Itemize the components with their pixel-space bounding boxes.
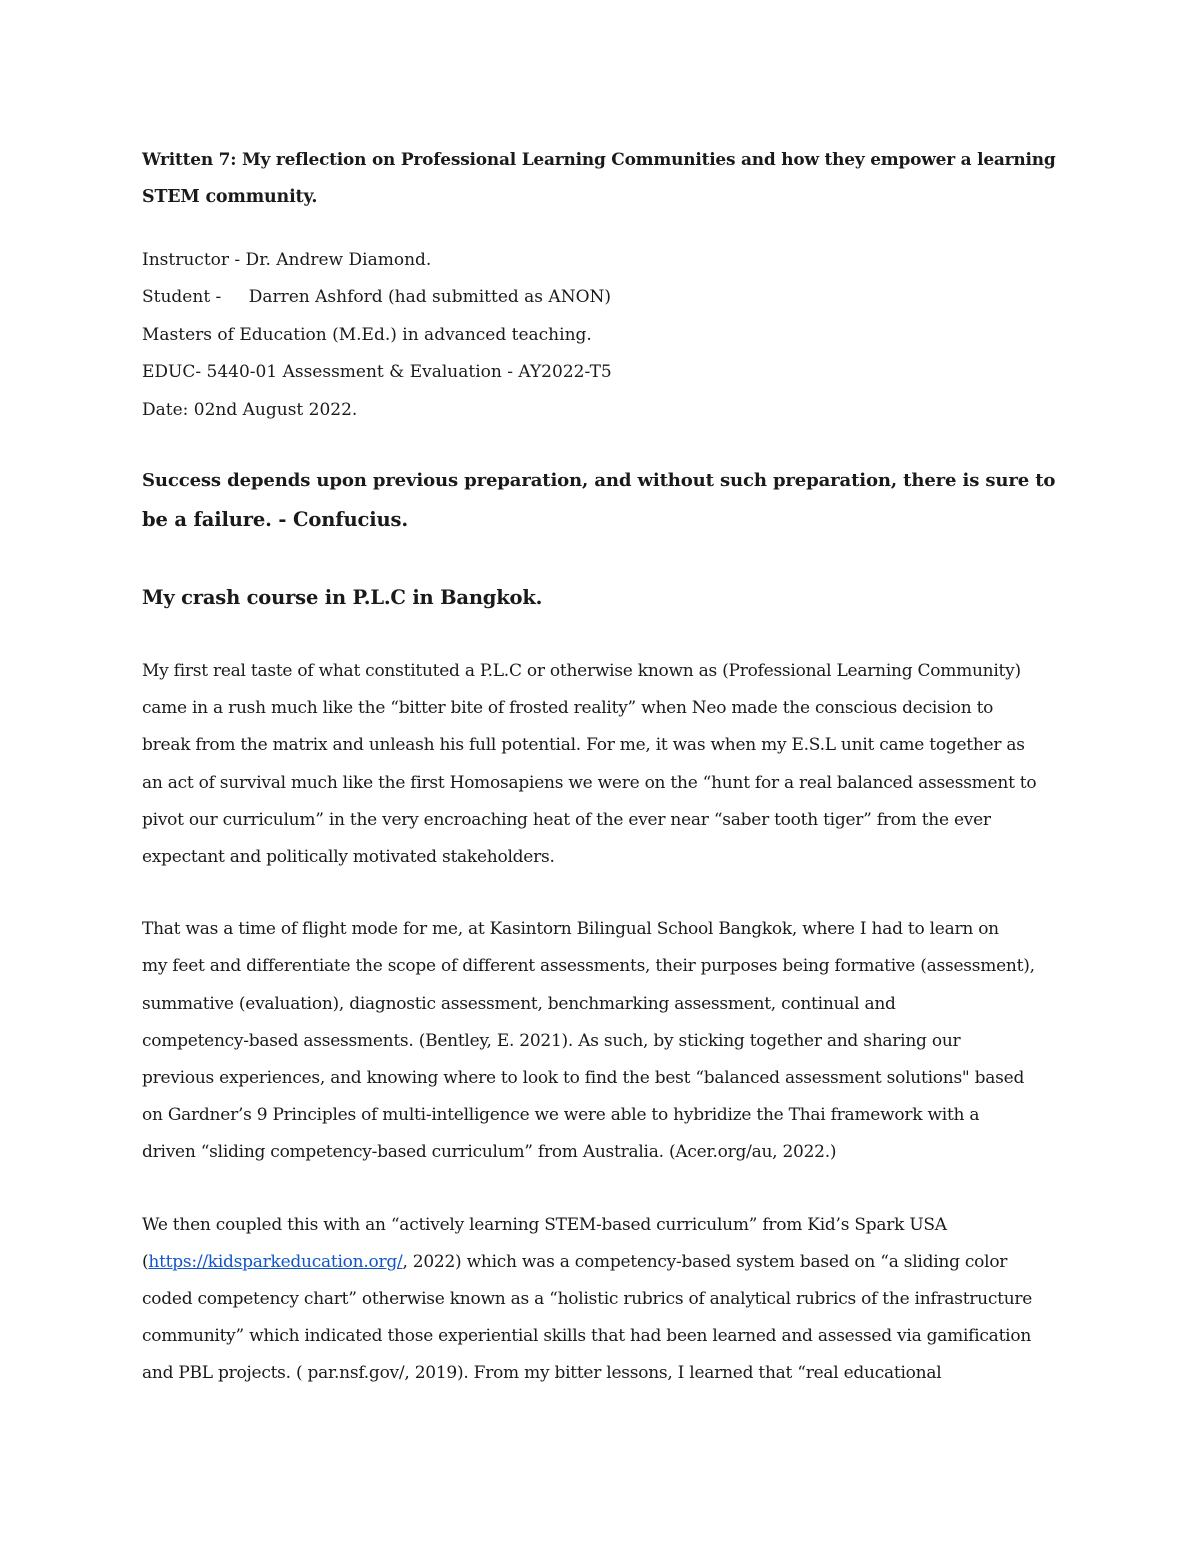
paragraph-line: We then coupled this with an “actively learning STEM-based curriculum” from Kid’s Spark USA <box>142 1214 947 1235</box>
paragraph-line <box>142 1244 1062 1281</box>
paragraph-line: previous experiences, and knowing where to look to find the best “balanced assessment solutions" based <box>142 1068 1025 1089</box>
kidspark-link[interactable]: https://kidsparkeducation.org/ <box>148 1251 403 1272</box>
course-line: EDUC- 5440-01 Assessment & Evaluation - AY2022-T5 <box>142 362 612 383</box>
student-note: (had submitted as ANON) <box>388 287 612 308</box>
paragraph-line: My first real taste of what constituted a P.L.C or otherwise known as (Professional Learning Community) <box>142 661 1021 682</box>
student-line <box>142 279 1062 316</box>
paren-open: ( <box>142 1251 149 1272</box>
document-meta <box>142 242 1062 429</box>
instructor-label: Instructor - Dr. <box>142 250 271 270</box>
paragraph-line: and PBL projects. ( par.nsf.gov/, 2019). From my bitter lessons, I learned that “real educational <box>142 1363 942 1384</box>
paragraph-1 <box>142 653 1062 876</box>
title-line: Written 7: My reflection on Professional Learning Communities and how they empower a learning <box>142 149 1056 169</box>
paragraph-line: on Gardner’s 9 Principles of multi-intelligence we were able to hybridize the Thai framework with a <box>142 1105 980 1126</box>
document-title <box>142 140 1062 216</box>
paragraph-line: expectant and politically motivated stakeholders. <box>142 847 555 868</box>
paragraph-line: pivot our curriculum” in the very encroaching heat of the ever near “saber tooth tiger” from the ever <box>142 809 991 830</box>
paragraph-line: community” which indicated those experiential skills that had been learned and assessed via gamification <box>142 1326 1032 1347</box>
date-line: Date: 02nd August 2022. <box>142 399 358 420</box>
paragraph-line: break from the matrix and unleash his full potential. For me, it was when my E.S.L unit came together as <box>142 735 1025 756</box>
paragraph-text: , 2022) which was a competency-based system based on “a sliding color <box>402 1251 1008 1272</box>
paragraph-line: an act of survival much like the first Homosapiens we were on the “hunt for a real balanced assessment to <box>142 772 1037 793</box>
program-line: Masters of Education (M.Ed.) in advanced teaching. <box>142 324 592 345</box>
paragraph-line: competency-based assessments. (Bentley, E. 2021). As such, by sticking together and sharing our <box>142 1030 961 1051</box>
title-line: STEM community. <box>142 187 318 207</box>
paragraph-line: my feet and differentiate the scope of different assessments, their purposes being formative (assessment), <box>142 956 1035 977</box>
epigraph-quote <box>142 461 1062 539</box>
section-heading: My crash course in P.L.C in Bangkok. <box>142 586 543 610</box>
instructor-name: Andrew Diamond. <box>276 250 432 270</box>
paragraph-line: summative (evaluation), diagnostic assessment, benchmarking assessment, continual and <box>142 993 896 1014</box>
instructor-line <box>142 242 1062 279</box>
paragraph-line: That was a time of flight mode for me, at Kasintorn Bilingual School Bangkok, where I had to learn on <box>142 919 999 940</box>
quote-line: be a failure. - Confucius. <box>142 508 409 532</box>
paragraph-3 <box>142 1207 1062 1393</box>
quote-line: Success depends upon previous preparation, and without such preparation, there is sure to <box>142 470 1056 492</box>
paragraph-line: came in a rush much like the “bitter bite of frosted reality” when Neo made the conscious decision to <box>142 698 994 719</box>
paragraph-line: driven “sliding competency-based curriculum” from Australia. (Acer.org/au, 2022.) <box>142 1142 837 1163</box>
document-page <box>142 140 1062 1393</box>
paragraph-2 <box>142 911 1062 1171</box>
student-name: Darren Ashford <box>248 287 383 308</box>
paragraph-line: coded competency chart” otherwise known as a “holistic rubrics of analytical rubrics of the infrastructure <box>142 1289 1033 1310</box>
student-label: Student - <box>142 287 222 308</box>
